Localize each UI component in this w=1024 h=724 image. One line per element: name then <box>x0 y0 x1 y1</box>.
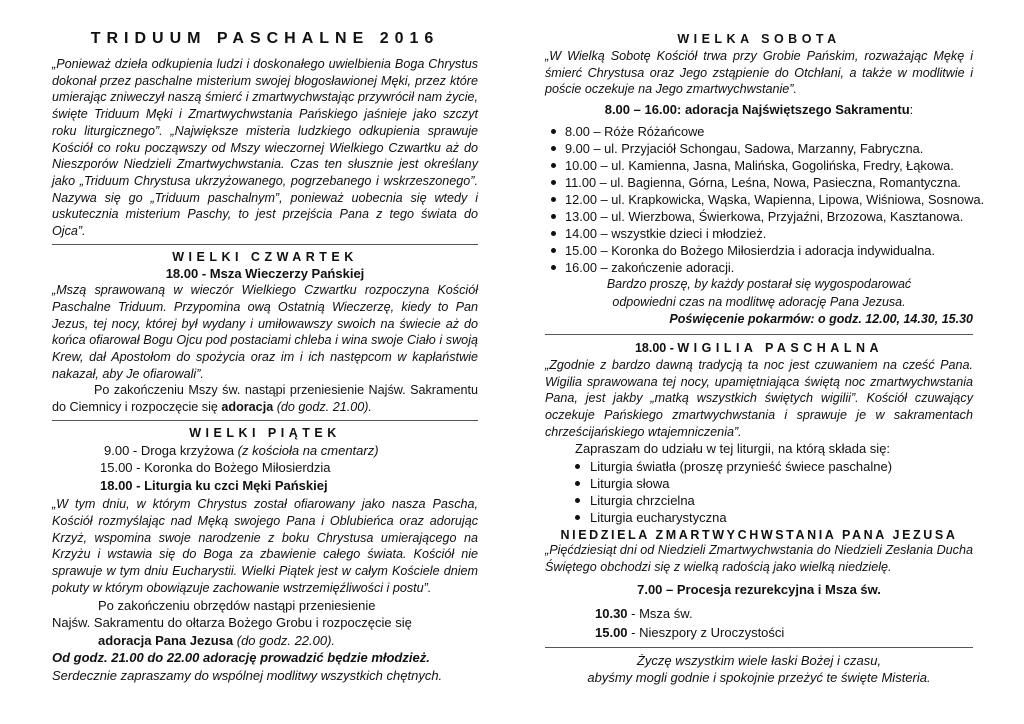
friday-heading: WIELKI PIĄTEK <box>189 425 341 440</box>
list-item: 9.00 – ul. Przyjaciół Schongau, Sadowa, Marzanny, Fabryczna. <box>545 140 973 157</box>
saturday-blessing: Poświęcenie pokarmów: o godz. 12.00, 14.30, 15.30 <box>669 312 973 327</box>
sunday-heading: NIEDZIELA ZMARTWYCHWSTANIA PANA JEZUSA <box>560 527 958 542</box>
sunday-mass: 10.30 - Msza św. <box>595 605 693 621</box>
list-item: 8.00 – Róże Różańcowe <box>545 123 973 140</box>
intro-text: „Ponieważ dzieła odkupienia ludzi i doskonałego uwielbienia Boga Chrystus dokonał przez paschalne misterium swojej błogosławionej Męki, przez które umierając zniweczył naszą śmierć i zmartwychwstając przywrócił nam życie, święte Triduum Męki i Zmartwychwstania Pańskiego jaśnieje jako szczyt roku liturgicznego”. „Największe misteria ludzkiego odkupienia sprawuje Kościół co roku począwszy od Mszy wieczornej Wielkiego Czwartku aż do Nieszporów Niedzieli Zmartwychwstania. Czas ten słusznie jest określany jako „Triduum Chrystusa ukrzyżowanego, pogrzebanego i wskrzeszonego”. Nazywa się go „Triduum paschalnym”, ponieważ uobecnia się wtedy i uskutecznia misterium Paschy, to jest przejścia Pana z tego świata do Ojca”. <box>52 57 478 239</box>
divider <box>545 647 973 648</box>
divider <box>52 244 478 245</box>
saturday-request-2: odpowiedni czas na modlitwę adorację Pana Jezusa. <box>612 294 906 309</box>
vigil-heading: 18.00 - WIGILIA PASCHALNA <box>634 340 884 355</box>
thursday-heading: WIELKI CZWARTEK <box>172 249 358 264</box>
saturday-adoration: 8.00 – 16.00: adoracja Najświętszego Sakramentu: <box>604 102 914 118</box>
sunday-procession: 7.00 – Procesja rezurekcyjna i Msza św. <box>637 582 881 598</box>
list-item: 10.00 – ul. Kamienna, Jasna, Malińska, Gogolińska, Fredry, Łąkowa. <box>545 157 973 174</box>
list-item: 12.00 – ul. Krapkowicka, Wąska, Wapienna, Lipowa, Wiśniowa, Sosnowa. <box>545 191 973 208</box>
thursday-text: „Mszą sprawowaną w wieczór Wielkiego Czwartku rozpoczyna Kościół Paschalne Triduum. Przypomina ową Ostatnią Wieczerzę, kiedy to Pan Jezus, tej nocy, której był wydany i umiłowawszy swoich na świecie aż do końca ofiarował Bogu Ojcu pod postaciami chleba i wina swoje Ciało i swoją Krew, dał Apostołom do spożycia oraz im i ich następcom w kapłaństwie nakazał, aby Je ofiarowali”. <box>52 283 478 381</box>
vigil-invite: Zapraszam do udziału w tej liturgii, na którą składa się: <box>575 441 891 457</box>
list-item: 16.00 – zakończenie adoracji. <box>545 259 973 276</box>
list-item: 13.00 – ul. Wierzbowa, Świerkowa, Przyjaźni, Brzozowa, Kasztanowa. <box>545 208 973 225</box>
vigil-text: „Zgodnie z bardzo dawną tradycją ta noc jest czuwaniem na cześć Pana. Wigilia sprawowana tej nocy, upamiętniająca świętą noc zmartwychwstania Pana, jest jakby „matką wszystkich świętych wigilii”. Kościół czuwający oczekuje Pańskiego zmartwychwstania i sprawuje je w sakramentach chrześcijańskiego wtajemniczenia”. <box>545 357 973 439</box>
friday-line-3: 18.00 - Liturgia ku czci Męki Pańskiej <box>100 477 328 493</box>
thursday-mass: 18.00 - Msza Wieczerzy Pańskiej <box>165 265 365 281</box>
list-item: Liturgia słowa <box>545 475 973 492</box>
adoration-schedule <box>545 123 985 277</box>
friday-line-2: 15.00 - Koronka do Bożego Miłosierdzia <box>100 460 331 476</box>
saturday-request-1: Bardzo proszę, by każdy postarał się wygospodarować <box>606 277 912 292</box>
left-column <box>52 30 478 684</box>
saturday-heading: WIELKA SOBOTA <box>677 32 841 46</box>
closing-wish-2: abyśmy mogli godnie i spokojnie przeżyć te święte Misteria. <box>587 670 931 686</box>
friday-youth: Od godz. 21.00 do 22.00 adorację prowadzić będzie młodzież. <box>52 650 430 666</box>
closing-wish-1: Życzę wszystkim wiele łaski Bożej i czasu, <box>636 652 882 668</box>
friday-text: „W tym dniu, w którym Chrystus został ofiarowany jako nasza Pascha, Kościół rozmyślając nad Męką swojego Pana i Oblubieńca oraz adorując Krzyż, wspomina swoje narodzenie z boku Chrystusa umierającego na Krzyżu i wstawia się do Boga za zbawienie całego świata. Kościół nie sprawuje w tym dniu Eucharystii. Wielki Piątek jest w całym Kościele dniem pokuty w którym obowiązuje zachowanie wstrzemięźliwości i postu”. <box>52 497 478 595</box>
friday-invite: Serdecznie zapraszamy do wspólnej modlitwy wszystkich chętnych. <box>52 667 443 683</box>
divider <box>52 420 478 421</box>
friday-after-2: Najśw. Sakramentu do ołtarza Bożego Grobu i rozpoczęcie się <box>52 615 412 631</box>
divider <box>545 334 973 335</box>
list-item: Liturgia eucharystyczna <box>545 509 973 526</box>
list-item: Liturgia światła (proszę przynieść świece paschalne) <box>545 458 973 475</box>
list-item: Liturgia chrzcielna <box>545 492 973 509</box>
sunday-text: „Pięćdziesiąt dni od Niedzieli Zmartwychwstania do Niedzieli Zesłania Ducha Świętego obchodzi się z wielką radością jako wielką niedzielę. <box>545 542 973 574</box>
list-item: 14.00 – wszystkie dzieci i młodzież. <box>545 225 973 242</box>
friday-after-3: adoracja Pana Jezusa (do godz. 22.00). <box>98 632 336 648</box>
thursday-after: Po zakończeniu Mszy św. nastąpi przeniesienie Najśw. Sakramentu do Ciemnicy i rozpoczęcie się adoracja (do godz. 21.00). <box>52 383 478 415</box>
vigil-parts <box>545 458 973 526</box>
friday-after-1: Po zakończeniu obrzędów nastąpi przeniesienie <box>98 597 376 613</box>
right-column <box>545 30 985 687</box>
list-item: 11.00 – ul. Bagienna, Górna, Leśna, Nowa, Pasieczna, Romantyczna. <box>545 174 973 191</box>
sunday-vespers: 15.00 - Nieszpory z Uroczystości <box>595 625 785 641</box>
saturday-text: „W Wielką Sobotę Kościół trwa przy Grobie Pańskim, rozważając Mękę i śmierć Chrystusa oraz Jego zstąpienie do Otchłani, a także w modlitwie i poście oczekuje na Jego zmartwychwstanie”. <box>545 49 973 97</box>
friday-line-1: 9.00 - Droga krzyżowa (z kościoła na cmentarz) <box>104 442 379 458</box>
page-title: TRIDUUM PASCHALNE 2016 <box>90 30 440 47</box>
list-item: 15.00 – Koronka do Bożego Miłosierdzia i adoracja indywidualna. <box>545 242 973 259</box>
